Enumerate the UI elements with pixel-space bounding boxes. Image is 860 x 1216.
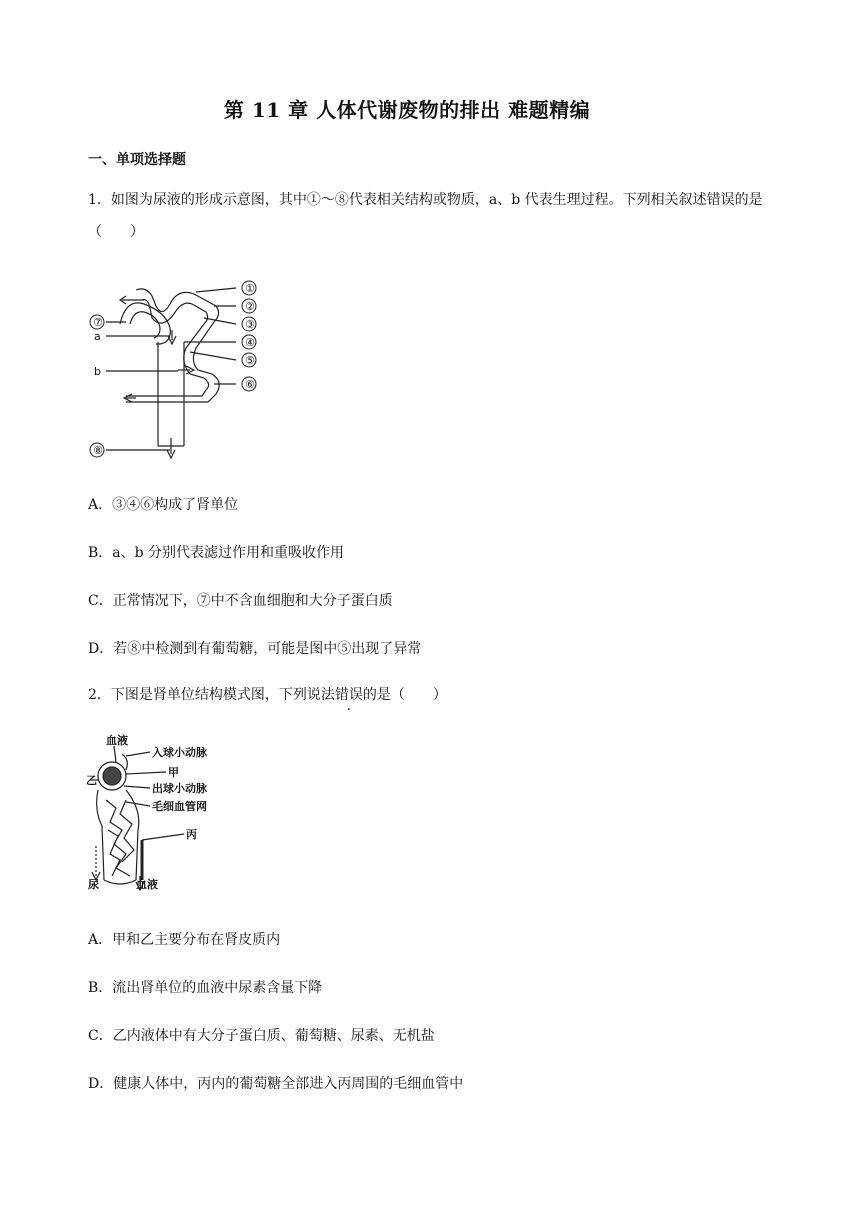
fig2-label-jia: 甲 xyxy=(168,766,179,779)
question-2-stem-after: 的是（ ） xyxy=(362,687,447,703)
fig2-label-efferent: 出球小动脉 xyxy=(152,782,207,795)
fig2-label-blood-bottom: 血液 xyxy=(136,878,158,891)
fig1-label-7: ⑦ xyxy=(93,316,103,329)
question-2-option-a[interactable]: A．甲和乙主要分布在肾皮质内 xyxy=(88,932,281,948)
tubule-outer xyxy=(126,289,219,402)
fig2-label-urine: 尿 xyxy=(88,878,99,891)
question-2-option-d[interactable]: D．健康人体中，丙内的葡萄糖全部进入丙周围的毛细血管中 xyxy=(88,1076,464,1092)
question-2-stem-emphasis: 错误 xyxy=(334,687,363,703)
fig2-label-yi: 乙 xyxy=(86,774,97,787)
question-1-stem: 1．如图为尿液的形成示意图，其中①～⑧代表相关结构或物质，a、b 代表生理过程。下列相关叙述错误的是（ ） xyxy=(88,192,763,240)
question-1-option-b[interactable]: B．a、b 分别代表滤过作用和重吸收作用 xyxy=(88,545,345,561)
fig1-label-1: ① xyxy=(245,282,255,295)
fig1-label-4: ④ xyxy=(245,336,255,349)
section-title: 一、单项选择题 xyxy=(88,152,186,168)
fig1-label-5: ⑤ xyxy=(245,354,255,367)
fig2-label-bing: 丙 xyxy=(186,828,197,841)
page-title: 第 11 章 人体代谢废物的排出 难题精编 xyxy=(223,98,591,122)
fig1-label-a: a xyxy=(94,330,101,343)
question-2-option-b[interactable]: B．流出肾单位的血液中尿素含量下降 xyxy=(88,980,323,996)
figure-urine-formation xyxy=(86,278,266,464)
question-2-option-c[interactable]: C．乙内液体中有大分子蛋白质、葡萄糖、尿素、无机盐 xyxy=(88,1028,435,1044)
figure-nephron xyxy=(86,730,246,892)
question-2-stem xyxy=(88,684,447,704)
fig2-label-blood-top: 血液 xyxy=(106,734,128,747)
fig1-label-6: ⑥ xyxy=(245,378,255,391)
question-1-option-d[interactable]: D．若⑧中检测到有葡萄糖，可能是图中⑤出现了异常 xyxy=(88,641,422,657)
fig1-label-3: ③ xyxy=(245,318,255,331)
question-1-option-a[interactable]: A．③④⑥构成了肾单位 xyxy=(88,497,239,513)
fig2-label-afferent: 入球小动脉 xyxy=(152,746,207,759)
question-1-option-c[interactable]: C．正常情况下，⑦中不含血细胞和大分子蛋白质 xyxy=(88,593,393,609)
fig2-label-capillary: 毛细血管网 xyxy=(152,800,207,813)
fig1-label-2: ② xyxy=(245,300,255,313)
fig1-label-8: ⑧ xyxy=(93,444,103,457)
fig1-label-b: b xyxy=(94,365,101,378)
question-2-stem-before: 2．下图是肾单位结构模式图，下列说法 xyxy=(88,687,335,703)
